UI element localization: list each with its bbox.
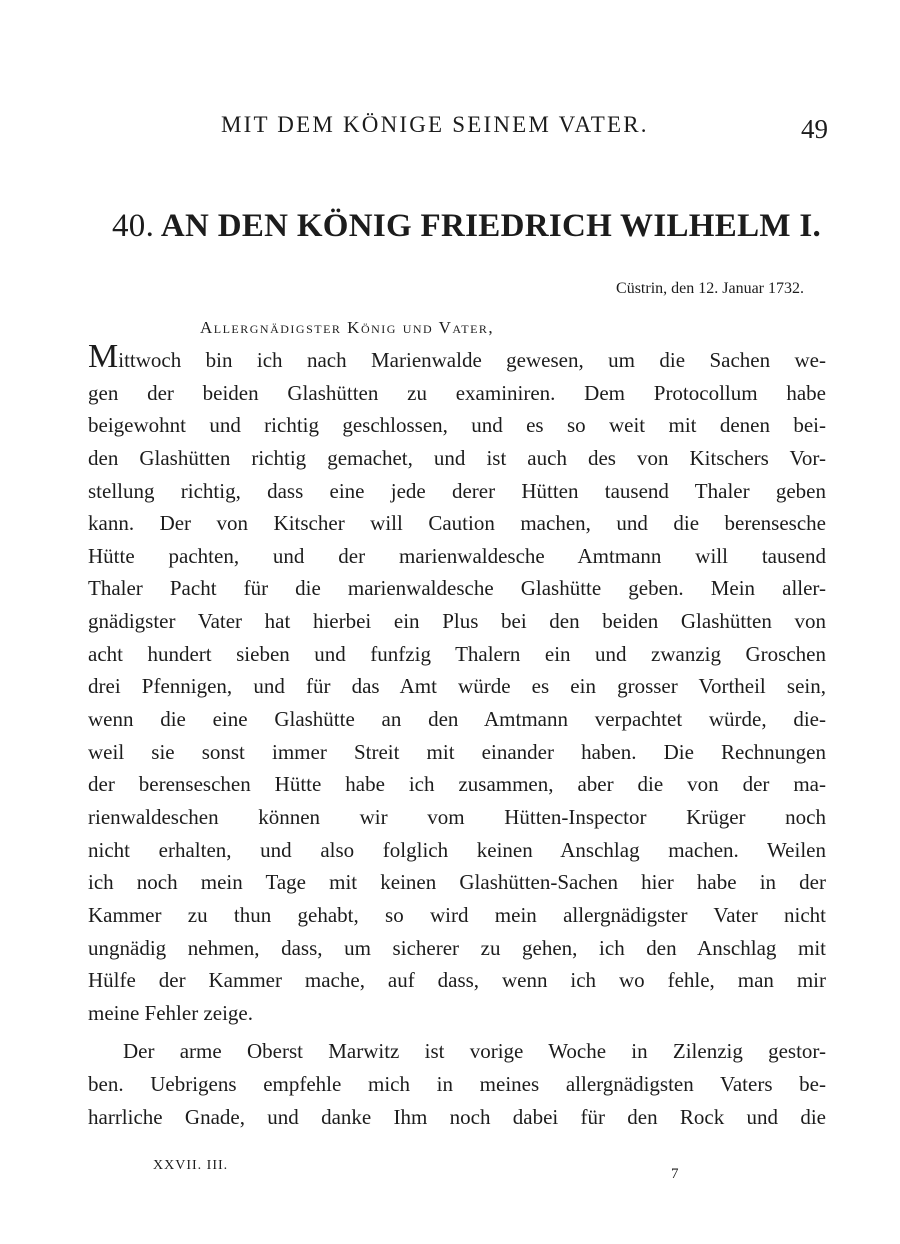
letter-number: 40.	[112, 208, 155, 244]
text-line: ich noch mein Tage mit keinen Glashütten-Sachen hier habe in der	[88, 870, 826, 895]
text-line: rienwaldeschen können wir vom Hütten-Inspector Krüger noch	[88, 804, 826, 829]
running-head: MIT DEM KÖNIGE SEINEM VATER.	[221, 112, 649, 137]
text-line: meine Fehler zeige.	[88, 1000, 254, 1025]
text-line: den Glashütten richtig gemachet, und ist auch des von Kitschers Vor-	[88, 445, 826, 470]
text-line: Hülfe der Kammer mache, auf dass, wenn ich wo fehle, man mir	[88, 968, 826, 993]
text-line: wenn die eine Glashütte an den Amtmann verpachtet würde, die-	[88, 707, 826, 732]
text-line: Thaler Pacht für die marienwaldesche Glashütte geben. Mein aller-	[88, 576, 826, 601]
text-line: der berenseschen Hütte habe ich zusammen, aber die von der ma-	[88, 772, 826, 797]
text-line: harrliche Gnade, und danke Ihm noch dabei für den Rock und die	[88, 1104, 826, 1129]
text-line: kann. Der von Kitscher will Caution machen, und die berensesche	[88, 511, 826, 536]
text-line: ungnädig nehmen, dass, um sicherer zu gehen, ich den Anschlag mit	[88, 935, 826, 960]
sheet-number: 7	[671, 1166, 679, 1182]
text-line: gen der beiden Glashütten zu examiniren. Dem Protocollum habe	[88, 380, 826, 405]
letter-title-text: AN DEN KÖNIG FRIEDRICH WILHELM I.	[160, 208, 822, 244]
text-line: gnädigster Vater hat hierbei ein Plus bei den beiden Glashütten von	[88, 609, 826, 634]
page-number: 49	[801, 114, 828, 144]
initial-capital: M	[88, 344, 119, 375]
text-line: Kammer zu thun gehabt, so wird mein allergnädigster Vater nicht	[88, 902, 826, 927]
salutation: Allergnädigster König und Vater,	[200, 318, 495, 337]
line-text: ittwoch bin ich nach Marienwalde gewesen, um die Sachen we-	[118, 348, 826, 372]
text-line	[88, 344, 826, 377]
letter-title	[112, 208, 822, 245]
text-line: nicht erhalten, und also folglich keinen Anschlag machen. Weilen	[88, 837, 826, 862]
dateline: Cüstrin, den 12. Januar 1732.	[616, 280, 804, 297]
text-line: Der arme Oberst Marwitz ist vorige Woche in Zilenzig gestor-	[123, 1039, 826, 1064]
letter-body	[88, 344, 826, 1133]
text-line: acht hundert sieben und funfzig Thalern ein und zwanzig Groschen	[88, 641, 826, 666]
text-line: beigewohnt und richtig geschlossen, und es so weit mit denen bei-	[88, 413, 826, 438]
text-line: ben. Uebrigens empfehle mich in meines allergnädigsten Vaters be-	[88, 1072, 826, 1097]
text-line: weil sie sonst immer Streit mit einander haben. Die Rechnungen	[88, 739, 826, 764]
text-line: Hütte pachten, und der marienwaldesche Amtmann will tausend	[88, 543, 826, 568]
signature-mark: XXVII. III.	[153, 1158, 229, 1173]
text-line: drei Pfennigen, und für das Amt würde es ein grosser Vortheil sein,	[88, 674, 826, 699]
text-line: stellung richtig, dass eine jede derer Hütten tausend Thaler geben	[88, 478, 826, 503]
